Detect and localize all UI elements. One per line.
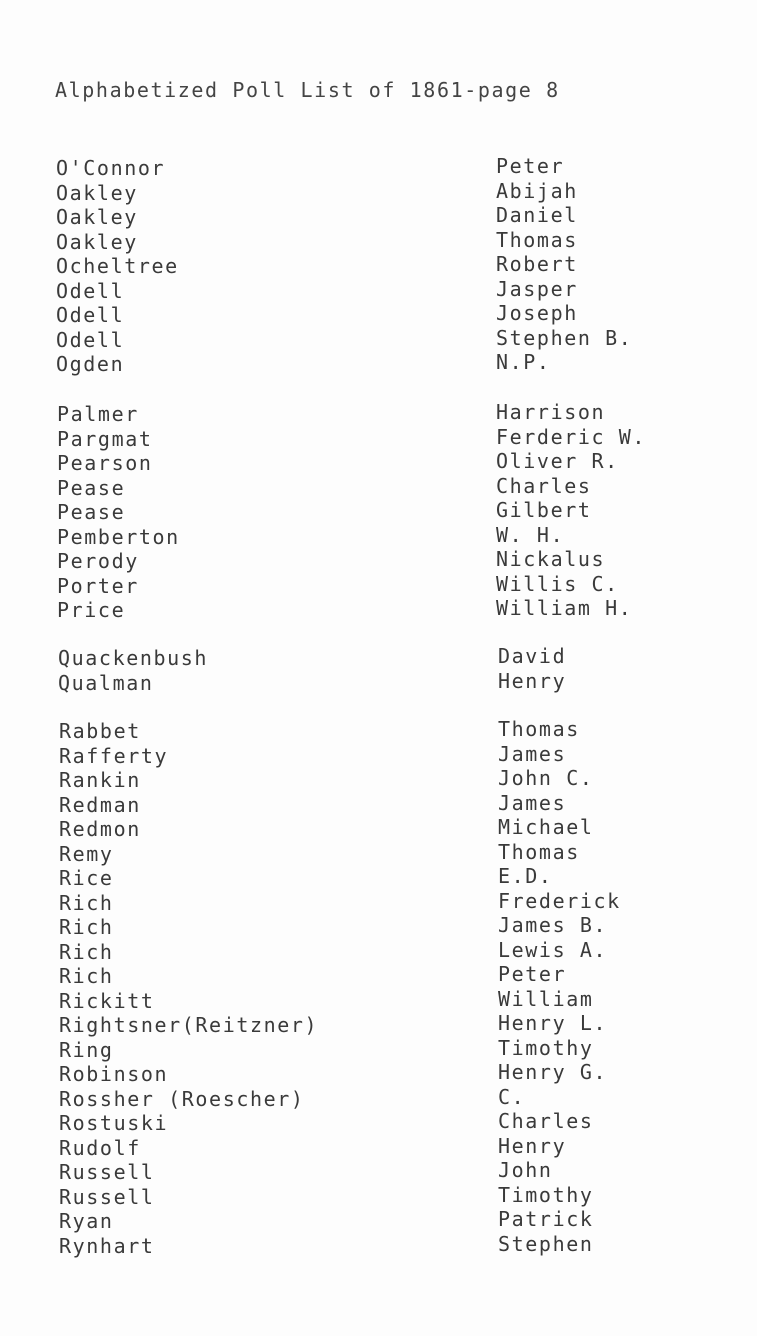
given-name-text: Frederick	[498, 888, 621, 913]
list-item	[0, 915, 757, 940]
surname-text: Rafferty	[59, 743, 169, 768]
given-name-text: Lewis A.	[498, 937, 608, 962]
surname-text: Ryan	[59, 1209, 114, 1233]
given-name-text: Stephen	[498, 1231, 594, 1256]
given-name-text: Nickalus	[496, 547, 606, 571]
given-name-text: Peter	[496, 154, 565, 178]
surname-text: Rightsner(Reitzner)	[59, 1013, 319, 1037]
given-name-text: Jasper	[496, 276, 578, 301]
list-item	[0, 1160, 757, 1185]
list-item	[0, 451, 757, 476]
list-item	[0, 937, 757, 965]
given-name-text: Harrison	[496, 400, 606, 424]
given-name-text: Thomas	[496, 227, 578, 252]
list-item	[0, 790, 757, 818]
surname-text: Odell	[56, 327, 125, 352]
surname-text: Rich	[59, 915, 114, 939]
given-name-text: Timothy	[498, 1182, 594, 1207]
name-group-q	[0, 646, 757, 695]
surname-text: Rossher (Roescher)	[59, 1086, 305, 1111]
list-item	[0, 424, 757, 452]
list-item	[0, 986, 757, 1014]
list-item	[0, 522, 757, 550]
given-name-text: Patrick	[498, 1207, 594, 1231]
list-item	[0, 227, 757, 255]
surname-text: Rich	[59, 939, 114, 964]
list-item	[0, 473, 757, 501]
given-name-text: Charles	[498, 1109, 594, 1133]
list-item	[0, 817, 757, 842]
surname-text: Rich	[59, 964, 114, 988]
given-name-text: John C.	[498, 766, 594, 790]
given-name-text: Ferderic W.	[496, 424, 647, 449]
given-name-text: Peter	[498, 962, 567, 986]
given-name-text: Michael	[498, 815, 594, 839]
given-name-text: David	[498, 644, 567, 668]
list-item	[0, 500, 757, 525]
list-item	[0, 1013, 757, 1038]
given-name-text: C.	[498, 1084, 526, 1109]
surname-text: Robinson	[59, 1062, 169, 1086]
list-item	[0, 719, 757, 744]
surname-text: Odell	[56, 278, 125, 303]
surname-text: Remy	[59, 841, 114, 866]
list-item	[0, 276, 757, 304]
surname-text: Ocheltree	[56, 254, 179, 278]
list-item	[0, 1111, 757, 1136]
surname-text: Palmer	[57, 402, 139, 426]
surname-text: Pease	[57, 475, 126, 500]
name-group-r	[0, 719, 757, 1258]
surname-text: O'Connor	[56, 156, 166, 180]
given-name-text: E.D.	[498, 864, 553, 888]
given-name-text: Thomas	[498, 839, 580, 864]
surname-text: Ring	[59, 1037, 114, 1062]
surname-text: Rice	[59, 866, 114, 890]
name-group-p	[0, 402, 757, 623]
list-item	[0, 866, 757, 891]
surname-text: Ogden	[56, 352, 125, 376]
surname-text: Quackenbush	[58, 646, 209, 670]
surname-text: Rankin	[59, 768, 141, 792]
surname-text: Redmon	[59, 817, 141, 841]
surname-text: Pemberton	[57, 524, 180, 549]
list-item	[0, 1209, 757, 1234]
list-item	[0, 668, 757, 696]
surname-text: Oakley	[56, 205, 138, 229]
given-name-text: James B.	[498, 913, 608, 937]
list-item	[0, 1182, 757, 1210]
given-name-text: William H.	[496, 596, 633, 620]
surname-text: Odell	[56, 303, 125, 327]
list-item	[0, 646, 757, 671]
given-name-text: William	[498, 986, 594, 1011]
list-item	[0, 964, 757, 989]
surname-text: Rudolf	[59, 1135, 141, 1160]
given-name-text: Charles	[496, 473, 592, 498]
surname-text: Pargmat	[57, 426, 153, 451]
surname-text: Rostuski	[59, 1111, 169, 1135]
list-item	[0, 598, 757, 623]
given-name-text: Henry G.	[498, 1060, 608, 1084]
surname-text: Rabbet	[59, 719, 141, 743]
list-item	[0, 549, 757, 574]
given-name-text: Gilbert	[496, 498, 592, 522]
list-item	[0, 1231, 757, 1259]
surname-text: Rickitt	[59, 988, 155, 1013]
given-name-text: Abijah	[496, 178, 578, 203]
surname-text: Price	[57, 598, 126, 622]
surname-text: Oakley	[56, 180, 138, 205]
list-item	[0, 205, 757, 230]
surname-text: Perody	[57, 549, 139, 573]
surname-text: Pease	[57, 500, 126, 524]
list-item	[0, 303, 757, 328]
list-item	[0, 325, 757, 353]
given-name-text: Henry	[498, 1133, 567, 1158]
list-item	[0, 1084, 757, 1112]
surname-text: Rich	[59, 890, 114, 915]
list-item	[0, 1133, 757, 1161]
list-item	[0, 571, 757, 599]
given-name-text: Thomas	[498, 717, 580, 741]
given-name-text: Oliver R.	[496, 449, 619, 473]
list-item	[0, 178, 757, 206]
surname-text: Russell	[59, 1160, 155, 1184]
given-name-text: John	[498, 1158, 553, 1182]
surname-text: Oakley	[56, 229, 138, 254]
surname-text: Redman	[59, 792, 141, 817]
list-item	[0, 1062, 757, 1087]
given-name-text: Timothy	[498, 1035, 594, 1060]
list-item	[0, 402, 757, 427]
list-item	[0, 156, 757, 181]
given-name-text: Daniel	[496, 203, 578, 227]
given-name-text: James	[498, 790, 567, 815]
surname-text: Qualman	[58, 670, 154, 695]
list-item	[0, 888, 757, 916]
list-item	[0, 839, 757, 867]
surname-text: Rynhart	[59, 1233, 155, 1258]
given-name-text: Henry	[498, 668, 567, 693]
surname-text: Pearson	[57, 451, 153, 475]
given-name-text: James	[498, 741, 567, 766]
given-name-text: N.P.	[496, 350, 551, 374]
list-item	[0, 741, 757, 769]
list-item	[0, 254, 757, 279]
surname-text: Russell	[59, 1184, 155, 1209]
list-item	[0, 1035, 757, 1063]
page-title: Alphabetized Poll List of 1861-page 8	[55, 78, 560, 102]
given-name-text: Henry L.	[498, 1011, 608, 1035]
given-name-text: Robert	[496, 252, 578, 276]
given-name-text: W. H.	[496, 522, 565, 547]
surname-text: Porter	[57, 573, 139, 598]
name-group-o	[0, 156, 757, 377]
list-item	[0, 768, 757, 793]
given-name-text: Willis C.	[496, 571, 619, 596]
list-item	[0, 352, 757, 377]
given-name-text: Stephen B.	[496, 325, 633, 350]
given-name-text: Joseph	[496, 301, 578, 325]
